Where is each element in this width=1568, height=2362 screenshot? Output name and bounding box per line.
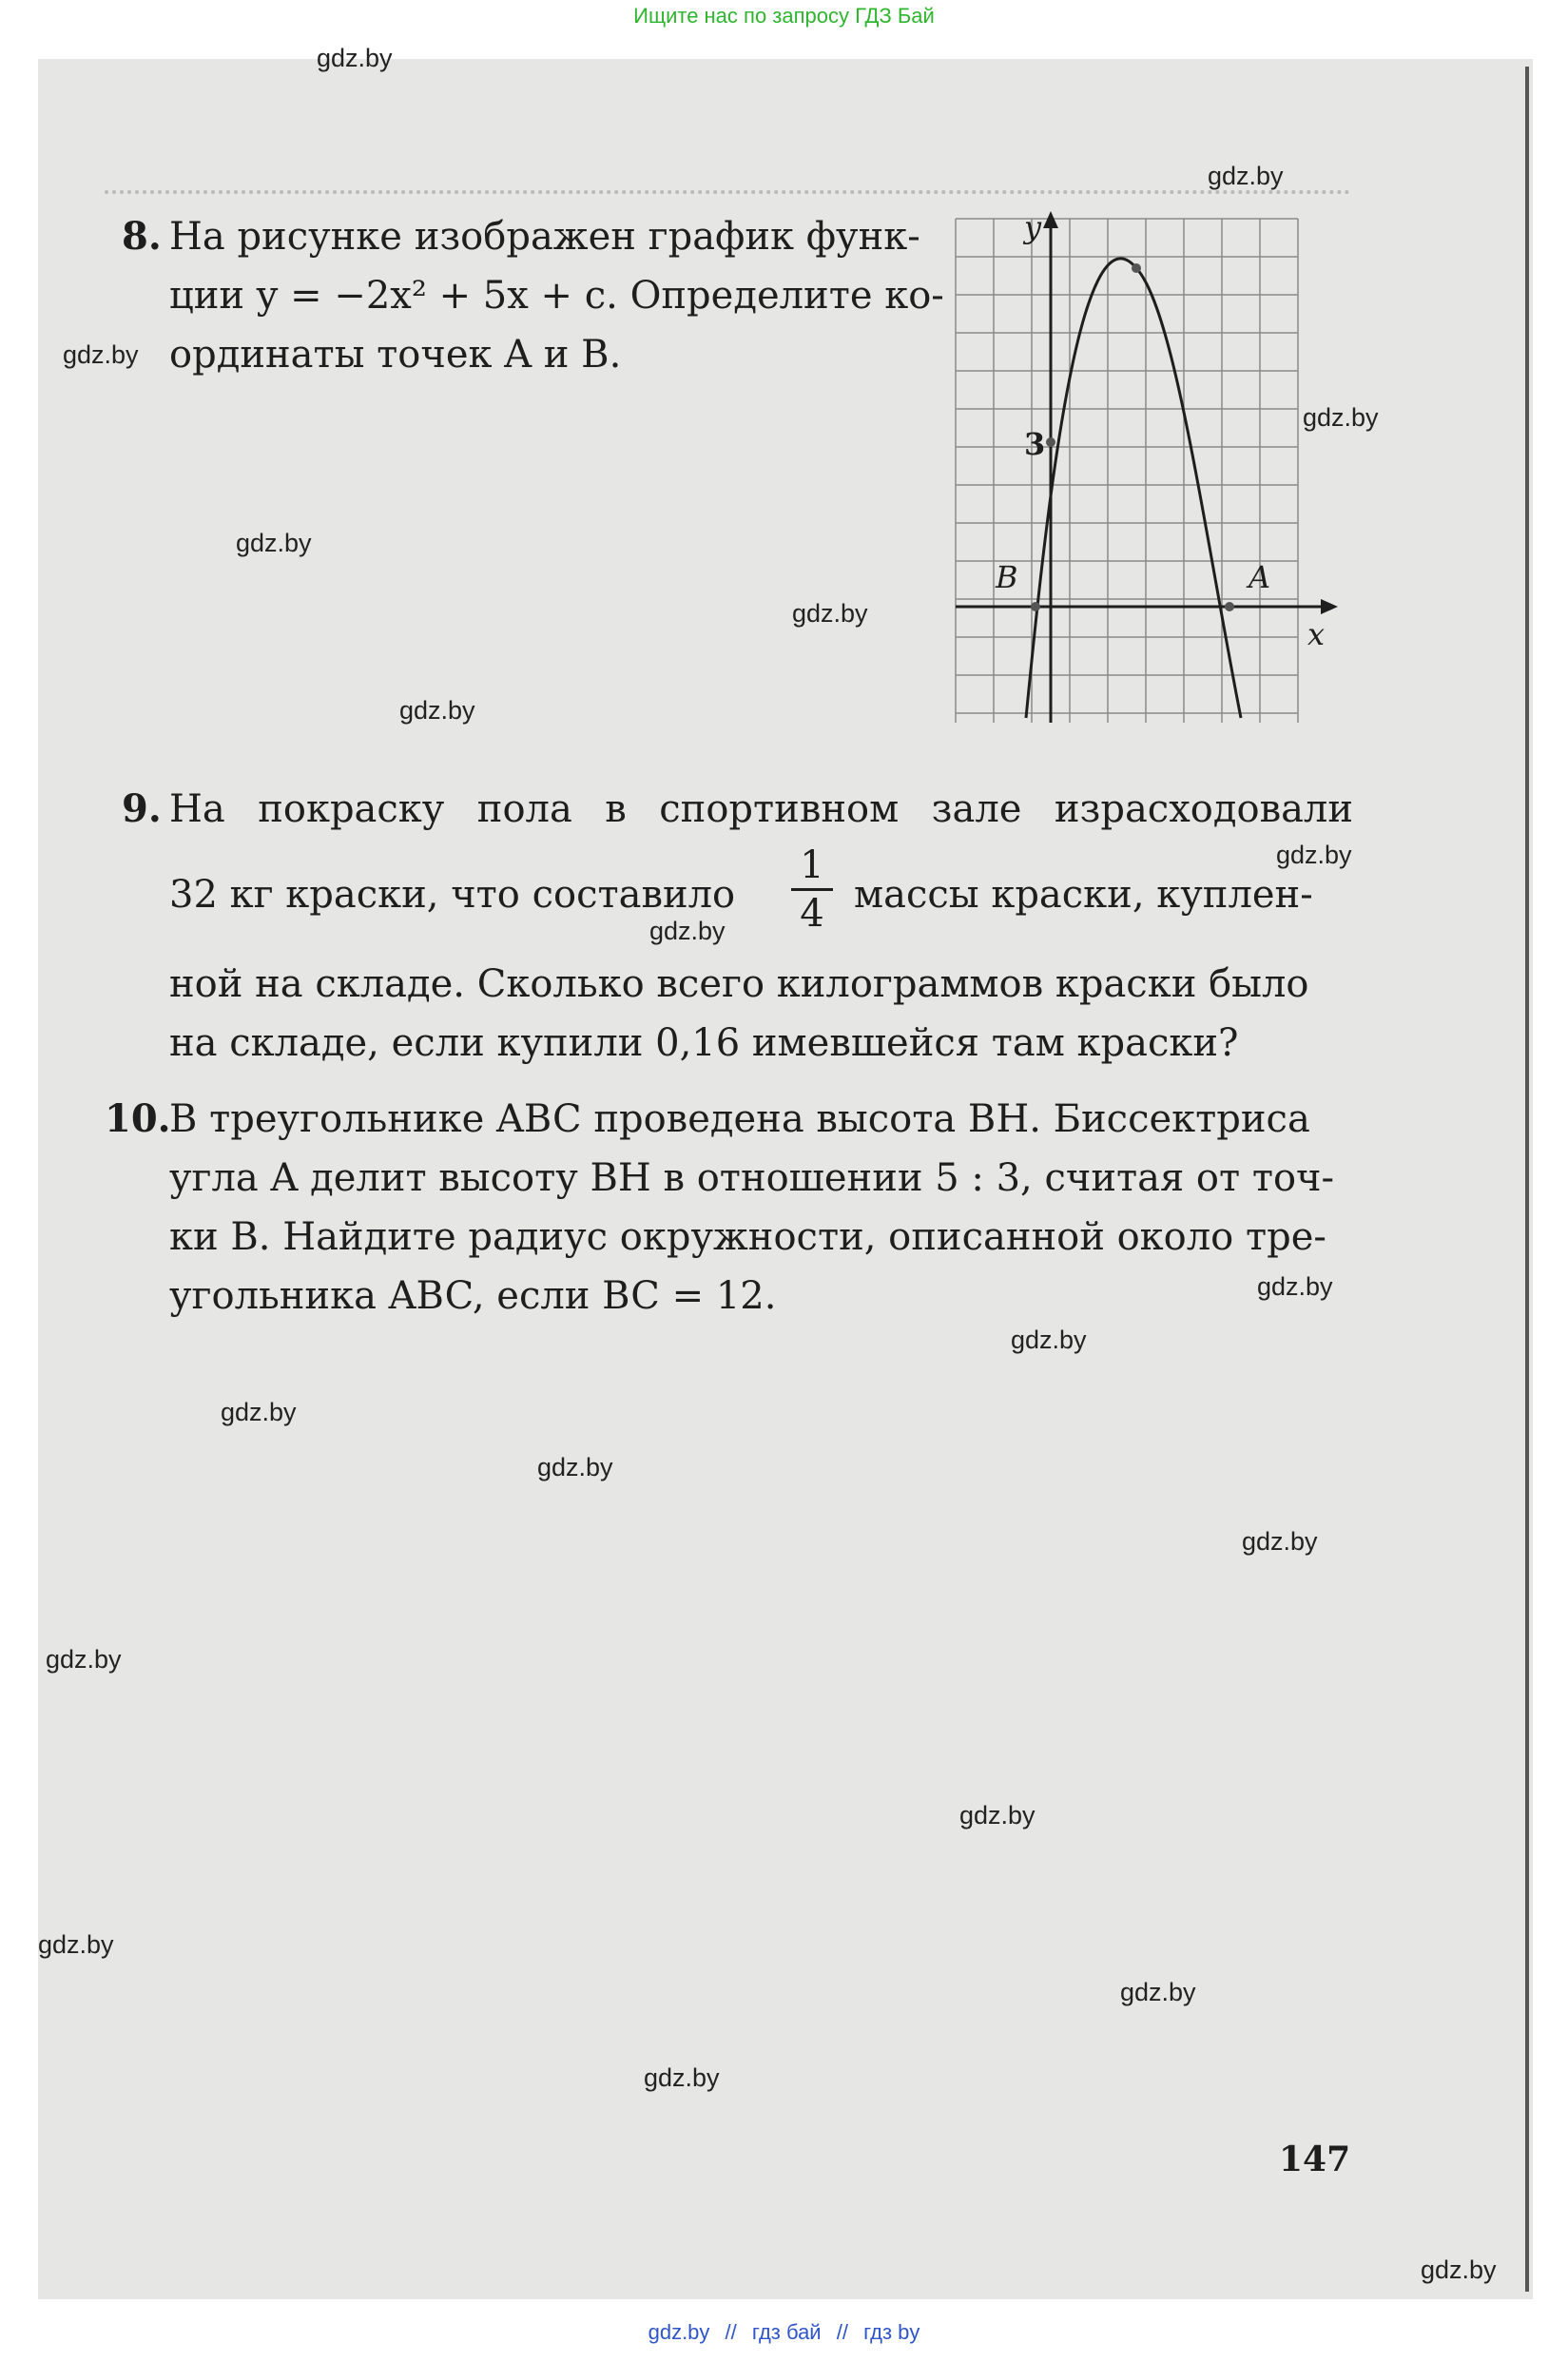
top-banner[interactable]: Ищите нас по запросу ГДЗ Бай bbox=[633, 4, 935, 28]
watermark: gdz.by bbox=[1208, 162, 1284, 190]
watermark: gdz.by bbox=[236, 529, 312, 557]
watermark: gdz.by bbox=[38, 1930, 114, 1959]
graph-grid bbox=[956, 219, 1298, 723]
watermark: gdz.by bbox=[1242, 1527, 1318, 1556]
parabola-graph bbox=[946, 209, 1355, 723]
task-9-line-2a: 32 кг краски, что составило bbox=[169, 873, 736, 917]
point-B bbox=[1031, 602, 1040, 611]
parabola-curve bbox=[1026, 259, 1241, 718]
footer-links bbox=[0, 2320, 1568, 2345]
task-10-line-3: ки B. Найдите радиус окружности, описанной около тре- bbox=[169, 1215, 1326, 1259]
page-edge-rule bbox=[1525, 67, 1529, 2292]
task-8-number: 8. bbox=[122, 214, 162, 259]
label-A: A bbox=[1249, 559, 1271, 595]
page-number: 147 bbox=[1279, 2139, 1351, 2179]
x-axis-arrow bbox=[1321, 599, 1338, 614]
task-9-line-1: На покраску пола в спортивном зале израсходовали bbox=[169, 787, 1353, 831]
vertex-point bbox=[1132, 263, 1141, 273]
task-10-line-2: угла A делит высоту BH в отношении 5 : 3, считая от точ- bbox=[169, 1156, 1334, 1200]
watermark: gdz.by bbox=[537, 1453, 613, 1481]
watermark: gdz.by bbox=[792, 599, 868, 628]
footer-separator: // bbox=[836, 2320, 848, 2344]
footer-link-gdz-by-cyr[interactable]: гдз by bbox=[863, 2320, 920, 2344]
footer-link-gdz-by[interactable]: gdz.by bbox=[648, 2320, 710, 2344]
task-8-line-1: На рисунке изображен график функ- bbox=[169, 215, 920, 259]
label-3: 3 bbox=[1024, 426, 1046, 462]
footer-link-gdz-bai[interactable]: гдз бай bbox=[751, 2320, 822, 2344]
fraction-numerator: 1 bbox=[800, 843, 824, 887]
task-9-rest bbox=[169, 955, 1309, 1073]
watermark: gdz.by bbox=[399, 696, 475, 725]
watermark: gdz.by bbox=[63, 340, 139, 369]
task-8-line-2: ции y = −2x² + 5x + c. Определите ко- bbox=[169, 274, 944, 318]
task-9 bbox=[122, 780, 1353, 839]
y-axis-arrow bbox=[1043, 211, 1058, 228]
watermark: gdz.by bbox=[1303, 403, 1379, 432]
watermark: gdz.by bbox=[46, 1645, 122, 1674]
task-10 bbox=[105, 1090, 1334, 1326]
watermark: gdz.by bbox=[221, 1398, 297, 1426]
axis-y-label: y bbox=[1024, 209, 1042, 245]
task-10-line-4: угольника ABC, если BC = 12. bbox=[169, 1274, 777, 1318]
point-A bbox=[1225, 602, 1234, 611]
watermark: gdz.by bbox=[649, 917, 726, 945]
footer-separator: // bbox=[725, 2320, 737, 2344]
task-9-line-3: ной на складе. Сколько всего килограммов краски было bbox=[169, 962, 1309, 1006]
watermark: gdz.by bbox=[1011, 1326, 1087, 1354]
task-9-line-2b: массы краски, куплен- bbox=[854, 873, 1313, 917]
task-9-fraction bbox=[791, 844, 833, 935]
watermark: gdz.by bbox=[644, 2063, 720, 2092]
task-9-number: 9. bbox=[122, 786, 162, 831]
task-10-number: 10. bbox=[105, 1096, 171, 1141]
axis-x-label: x bbox=[1307, 616, 1326, 652]
label-B: B bbox=[996, 559, 1018, 595]
watermark: gdz.by bbox=[1120, 1978, 1196, 2006]
watermark: gdz.by bbox=[317, 44, 393, 72]
task-9-line-4: на складе, если купили 0,16 имевшейся там краски? bbox=[169, 1021, 1239, 1065]
watermark: gdz.by bbox=[1276, 841, 1352, 869]
task-8-line-3: ординаты точек A и B. bbox=[169, 333, 622, 377]
task-10-line-1: В треугольнике ABC проведена высота BH. Биссектриса bbox=[169, 1097, 1310, 1141]
fraction-denominator: 4 bbox=[800, 892, 824, 936]
watermark: gdz.by bbox=[959, 1801, 1036, 1830]
fraction-bar bbox=[791, 888, 833, 891]
task-8 bbox=[122, 207, 944, 384]
watermark: gdz.by bbox=[1257, 1272, 1333, 1301]
dotted-rule bbox=[105, 190, 1350, 194]
watermark: gdz.by bbox=[1421, 2256, 1497, 2284]
point-3 bbox=[1046, 437, 1055, 447]
